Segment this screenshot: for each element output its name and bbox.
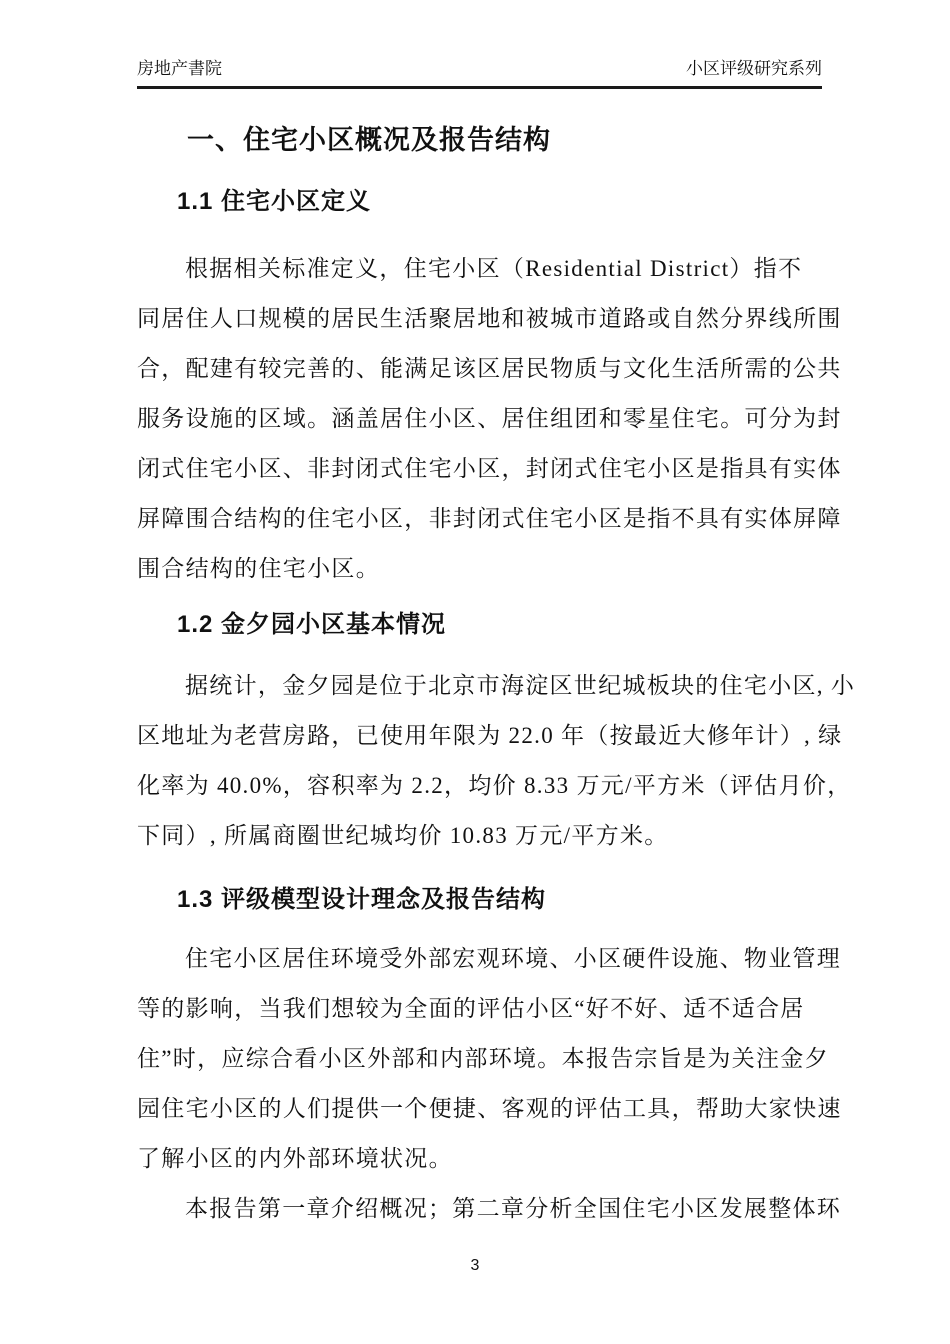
text-line: 下同）, 所属商圈世纪城均价 10.83 万元/平方米。	[137, 823, 669, 848]
text-line: 化率为 40.0%，容积率为 2.2，均价 8.33 万元/平方米（评估月价，	[137, 773, 852, 798]
text-line: 围合结构的住宅小区。	[137, 556, 380, 581]
header-right-text: 小区评级研究系列	[686, 59, 822, 78]
section-heading-1-1: 1.1 住宅小区定义	[177, 188, 372, 215]
text-line: 本报告第一章介绍概况；第二章分析全国住宅小区发展整体环	[185, 1196, 842, 1221]
text-line: 合，配建有较完善的、能满足该区居民物质与文化生活所需的公共	[137, 356, 842, 381]
text-line: 住宅小区居住环境受外部宏观环境、小区硬件设施、物业管理	[185, 946, 842, 971]
page-number: 3	[470, 1257, 480, 1274]
page-footer	[0, 1255, 950, 1277]
text-line: 同居住人口规模的居民生活聚居地和被城市道路或自然分界线所围	[137, 306, 842, 331]
document-body	[137, 89, 856, 1234]
header-left-text: 房地产書院	[137, 59, 222, 78]
paragraph	[137, 661, 856, 861]
text-line: 园住宅小区的人们提供一个便捷、客观的评估工具，帮助大家快速	[137, 1096, 842, 1121]
section-heading-1-3: 1.3 评级模型设计理念及报告结构	[177, 886, 547, 913]
text-line: 服务设施的区域。涵盖居住小区、居住组团和零星住宅。可分为封	[137, 406, 842, 431]
text-line: 区地址为老营房路，已使用年限为 22.0 年（按最近大修年计）, 绿	[137, 723, 843, 748]
section-heading-1-2: 1.2 金夕园小区基本情况	[177, 611, 447, 638]
text-line: 了解小区的内外部环境状况。	[137, 1146, 453, 1171]
text-line: 根据相关标准定义，住宅小区（Residential District）指不	[185, 256, 803, 281]
text-line: 据统计，金夕园是位于北京市海淀区世纪城板块的住宅小区, 小	[185, 673, 856, 698]
text-line: 住”时，应综合看小区外部和内部环境。本报告宗旨是为关注金夕	[137, 1046, 829, 1071]
page-header	[137, 58, 822, 86]
paragraph	[137, 934, 842, 1184]
page-title: 一、住宅小区概况及报告结构	[187, 125, 551, 155]
paragraph	[137, 1184, 842, 1234]
text-line: 屏障围合结构的住宅小区，非封闭式住宅小区是指不具有实体屏障	[137, 506, 842, 531]
text-line: 闭式住宅小区、非封闭式住宅小区，封闭式住宅小区是指具有实体	[137, 456, 842, 481]
paragraph	[137, 244, 842, 594]
text-line: 等的影响，当我们想较为全面的评估小区“好不好、适不适合居	[137, 996, 805, 1021]
